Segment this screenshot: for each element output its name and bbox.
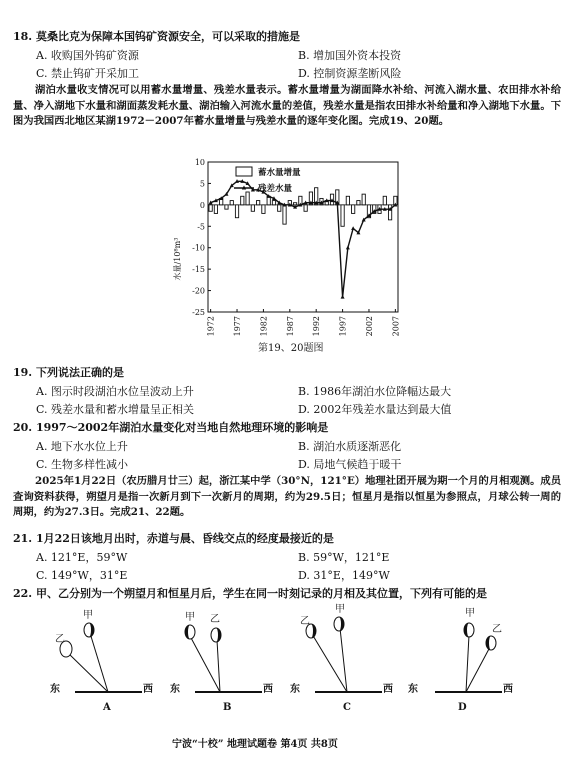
point-residual bbox=[351, 226, 355, 230]
y-axis-label: 水量/10⁸m³ bbox=[173, 237, 182, 281]
bar-storage-increment bbox=[272, 201, 275, 205]
bar-storage-increment bbox=[241, 196, 244, 205]
bar-storage-increment bbox=[383, 196, 386, 205]
x-tick-label: 1977 bbox=[233, 316, 243, 337]
bar-storage-increment bbox=[262, 205, 265, 214]
q19-option-d: D. 2002年残差水量达到最大值 bbox=[298, 403, 452, 416]
q21-option-d: D. 31°E，149°W bbox=[298, 569, 390, 582]
moon-label: 甲 bbox=[185, 612, 195, 623]
page-footer: 宁波“十校” 地理试题卷 第4页 共8页 bbox=[172, 739, 338, 750]
x-tick-label: 1997 bbox=[338, 316, 348, 337]
bar-storage-increment bbox=[214, 205, 217, 214]
west-label: 西 bbox=[383, 684, 393, 695]
x-tick-label: 2002 bbox=[364, 316, 374, 337]
east-label: 东 bbox=[408, 684, 418, 695]
point-residual bbox=[346, 246, 350, 250]
figure-label: A bbox=[103, 702, 111, 713]
q21-option-a: A. 121°E，59°W bbox=[36, 551, 128, 564]
q19-option-b: B. 1986年湖泊水位降幅达最大 bbox=[298, 385, 452, 398]
plot-frame bbox=[208, 162, 398, 312]
y-tick-label: -15 bbox=[192, 265, 205, 275]
q19-option-c: C. 残差水量和蓄水增量呈正相关 bbox=[36, 403, 195, 416]
q18-stem: 18. 莫桑比克为保障本国钨矿资源安全，可以采取的措施是 bbox=[13, 30, 300, 43]
figure-label: B bbox=[223, 702, 232, 713]
bar-storage-increment bbox=[251, 205, 254, 211]
material-moon-observation: 2025年1月22日（农历腊月廿三）起，浙江某中学（30°N，121°E）地理社团开展为期一个月的月相观测。成员查询资料获得，朔望月是指一次新月到下一次新月的周期，约为29.5日；恒星月是指以恒星为参照点，月球公转一周的周期，约为27.3日。完成21、22题。 bbox=[13, 475, 561, 519]
legend-bar-label: 蓄水量增量 bbox=[258, 168, 301, 178]
q22-stem: 22. 甲、乙分别为一个朔望月和恒星月后，学生在同一时刻记录的月相及其位置，下列有可能的是 bbox=[13, 587, 487, 600]
moon-label: 乙 bbox=[300, 616, 310, 627]
q19-option-a: A. 图示时段湖泊水位呈波动上升 bbox=[36, 385, 194, 398]
east-label: 东 bbox=[50, 684, 60, 695]
bar-storage-increment bbox=[362, 194, 365, 205]
x-tick-label: 1992 bbox=[312, 316, 322, 337]
y-tick-label: -10 bbox=[192, 243, 205, 253]
material-lake-water: 湖泊水量收支情况可以用蓄水量增量、残差水量表示。蓄水量增量为湖面降水补给、河流入湖水量、农田排水补给量、净入湖地下水量和湖面蒸发耗水量、湖泊输入河流水量的差值，残差水量是指农田排水补给量和净入湖地下水量。下图为我国西北地区某湖1972－2007年蓄水量增量与残差水量的逐年变化图。完成19、20题。 bbox=[13, 84, 561, 128]
moon-label: 甲 bbox=[465, 608, 475, 619]
point-residual bbox=[341, 295, 345, 299]
line-residual bbox=[211, 181, 396, 297]
q19-stem: 19. 下列说法正确的是 bbox=[13, 366, 124, 379]
west-label: 西 bbox=[263, 684, 273, 695]
bar-storage-increment bbox=[352, 205, 355, 214]
figure-label: D bbox=[458, 702, 467, 713]
bar-storage-increment bbox=[341, 205, 344, 226]
bar-storage-increment bbox=[235, 205, 238, 218]
moon-label: 乙 bbox=[492, 624, 502, 635]
q21-option-c: C. 149°W，31°E bbox=[36, 569, 128, 582]
bar-storage-increment bbox=[357, 201, 360, 205]
q18-option-a: A. 收购国外钨矿资源 bbox=[36, 49, 139, 62]
bar-storage-increment bbox=[304, 205, 307, 211]
east-label: 东 bbox=[170, 684, 180, 695]
bar-storage-increment bbox=[230, 201, 233, 205]
x-tick-label: 2007 bbox=[391, 316, 401, 337]
bar-storage-increment bbox=[283, 205, 286, 224]
bar-storage-increment bbox=[293, 203, 296, 205]
y-tick-label: 0 bbox=[199, 200, 205, 210]
q20-option-c: C. 生物多样性减小 bbox=[36, 458, 129, 471]
moon-figure-b bbox=[170, 600, 280, 712]
bar-storage-increment bbox=[209, 205, 212, 211]
west-label: 西 bbox=[143, 684, 153, 695]
q18-option-d: D. 控制资源垄断风险 bbox=[298, 67, 402, 80]
x-tick-label: 1987 bbox=[285, 316, 295, 337]
moon-label: 甲 bbox=[335, 604, 345, 615]
bar-storage-increment bbox=[225, 205, 228, 209]
moon-figure-d bbox=[410, 600, 520, 712]
q21-stem: 21. 1月22日该地月出时，赤道与晨、昏线交点的经度最接近的是 bbox=[13, 532, 334, 545]
moon-label: 乙 bbox=[55, 634, 65, 645]
q20-option-b: B. 湖泊水质逐渐恶化 bbox=[298, 440, 402, 453]
legend-line-label: 残差水量 bbox=[258, 184, 293, 194]
figure-caption: 第19、20题图 bbox=[258, 343, 324, 354]
q20-stem: 20. 1997～2002年湖泊水量变化对当地自然地理环境的影响是 bbox=[13, 421, 329, 434]
moon-label: 乙 bbox=[210, 614, 220, 625]
bar-storage-increment bbox=[278, 205, 281, 211]
q20-option-a: A. 地下水水位上升 bbox=[36, 440, 128, 453]
west-label: 西 bbox=[503, 684, 513, 695]
bar-storage-increment bbox=[246, 192, 249, 205]
east-label: 东 bbox=[290, 684, 300, 695]
x-tick-label: 1972 bbox=[206, 316, 216, 337]
q18-option-c: C. 禁止钨矿开采加工 bbox=[36, 67, 140, 80]
lake-water-chart bbox=[158, 150, 418, 340]
q21-option-b: B. 59°W，121°E bbox=[298, 551, 390, 564]
figure-label: C bbox=[343, 702, 351, 713]
moon-figure-a bbox=[50, 600, 160, 712]
y-tick-label: -5 bbox=[197, 222, 205, 232]
y-tick-label: 10 bbox=[194, 158, 205, 167]
q18-option-b: B. 增加国外资本投资 bbox=[298, 49, 402, 62]
y-tick-label: -25 bbox=[192, 308, 205, 317]
x-tick-label: 1982 bbox=[259, 316, 269, 337]
q20-option-d: D. 局地气候趋于暖干 bbox=[298, 458, 402, 471]
legend-bar-swatch bbox=[236, 167, 252, 176]
bar-storage-increment bbox=[257, 201, 260, 205]
bar-storage-increment bbox=[346, 196, 349, 205]
y-tick-label: -20 bbox=[192, 286, 205, 296]
y-tick-label: 5 bbox=[199, 179, 205, 189]
moon-figure-c bbox=[290, 600, 400, 712]
moon-label: 甲 bbox=[83, 610, 93, 621]
